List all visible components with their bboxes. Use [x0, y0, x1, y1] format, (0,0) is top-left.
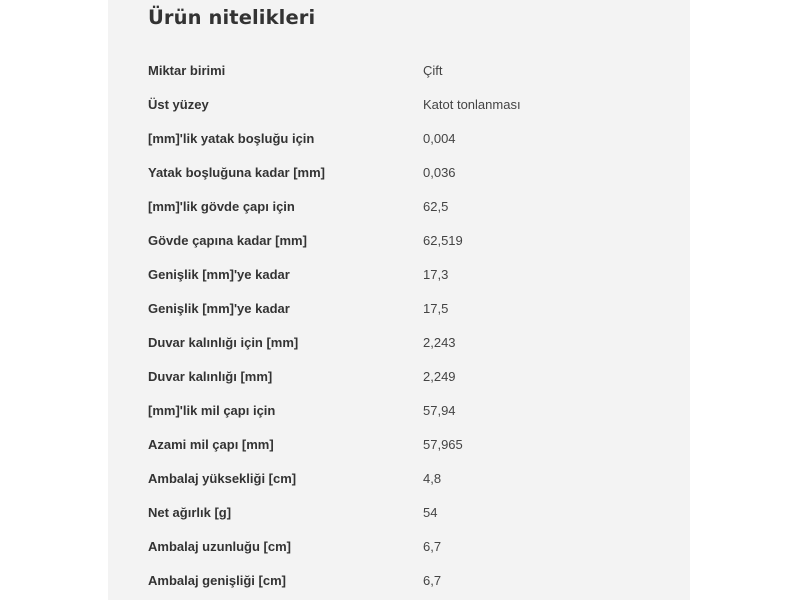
spec-value: 54 [423, 504, 438, 520]
spec-row [148, 563, 668, 597]
spec-value: 62,5 [423, 198, 449, 214]
spec-value: 6,7 [423, 538, 442, 554]
spec-row [148, 325, 668, 359]
spec-row [148, 427, 668, 461]
spec-label: Genişlik [mm]'ye kadar [148, 300, 290, 316]
spec-row [148, 291, 668, 325]
spec-label: Miktar birimi [148, 62, 226, 78]
spec-value: 17,3 [423, 266, 449, 282]
spec-label: Azami mil çapı [mm] [148, 436, 274, 452]
spec-label: Duvar kalınlığı için [mm] [148, 334, 299, 350]
spec-label: Gövde çapına kadar [mm] [148, 232, 307, 248]
section-title: Ürün nitelikleri [148, 6, 316, 29]
spec-row [148, 121, 668, 155]
spec-row [148, 393, 668, 427]
spec-value: 2,249 [423, 368, 456, 384]
spec-value: 0,036 [423, 164, 456, 180]
spec-label: Üst yüzey [148, 96, 209, 112]
spec-label: Duvar kalınlığı [mm] [148, 368, 273, 384]
spec-value: Katot tonlanması [423, 96, 521, 112]
spec-value: 2,243 [423, 334, 456, 350]
spec-label: [mm]'lik gövde çapı için [148, 198, 295, 214]
spec-row [148, 189, 668, 223]
spec-value: 17,5 [423, 300, 449, 316]
spec-label: [mm]'lik yatak boşluğu için [148, 130, 315, 146]
spec-row [148, 529, 668, 563]
spec-value: 57,965 [423, 436, 463, 452]
spec-value: 6,7 [423, 572, 442, 588]
spec-row [148, 155, 668, 189]
spec-row [148, 87, 668, 121]
specs-table [148, 53, 668, 597]
spec-row [148, 257, 668, 291]
spec-value: 0,004 [423, 130, 456, 146]
spec-label: Net ağırlık [g] [148, 504, 232, 520]
spec-label: Yatak boşluğuna kadar [mm] [148, 164, 325, 180]
product-attributes-panel [108, 0, 690, 600]
spec-row [148, 461, 668, 495]
spec-label: [mm]'lik mil çapı için [148, 402, 276, 418]
spec-label: Ambalaj yüksekliği [cm] [148, 470, 297, 486]
spec-value: Çift [423, 62, 443, 78]
spec-row [148, 359, 668, 393]
spec-label: Ambalaj genişliği [cm] [148, 572, 286, 588]
spec-value: 62,519 [423, 232, 463, 248]
spec-value: 4,8 [423, 470, 442, 486]
spec-label: Genişlik [mm]'ye kadar [148, 266, 290, 282]
spec-row [148, 53, 668, 87]
spec-row [148, 495, 668, 529]
spec-row [148, 223, 668, 257]
spec-value: 57,94 [423, 402, 456, 418]
spec-label: Ambalaj uzunluğu [cm] [148, 538, 291, 554]
